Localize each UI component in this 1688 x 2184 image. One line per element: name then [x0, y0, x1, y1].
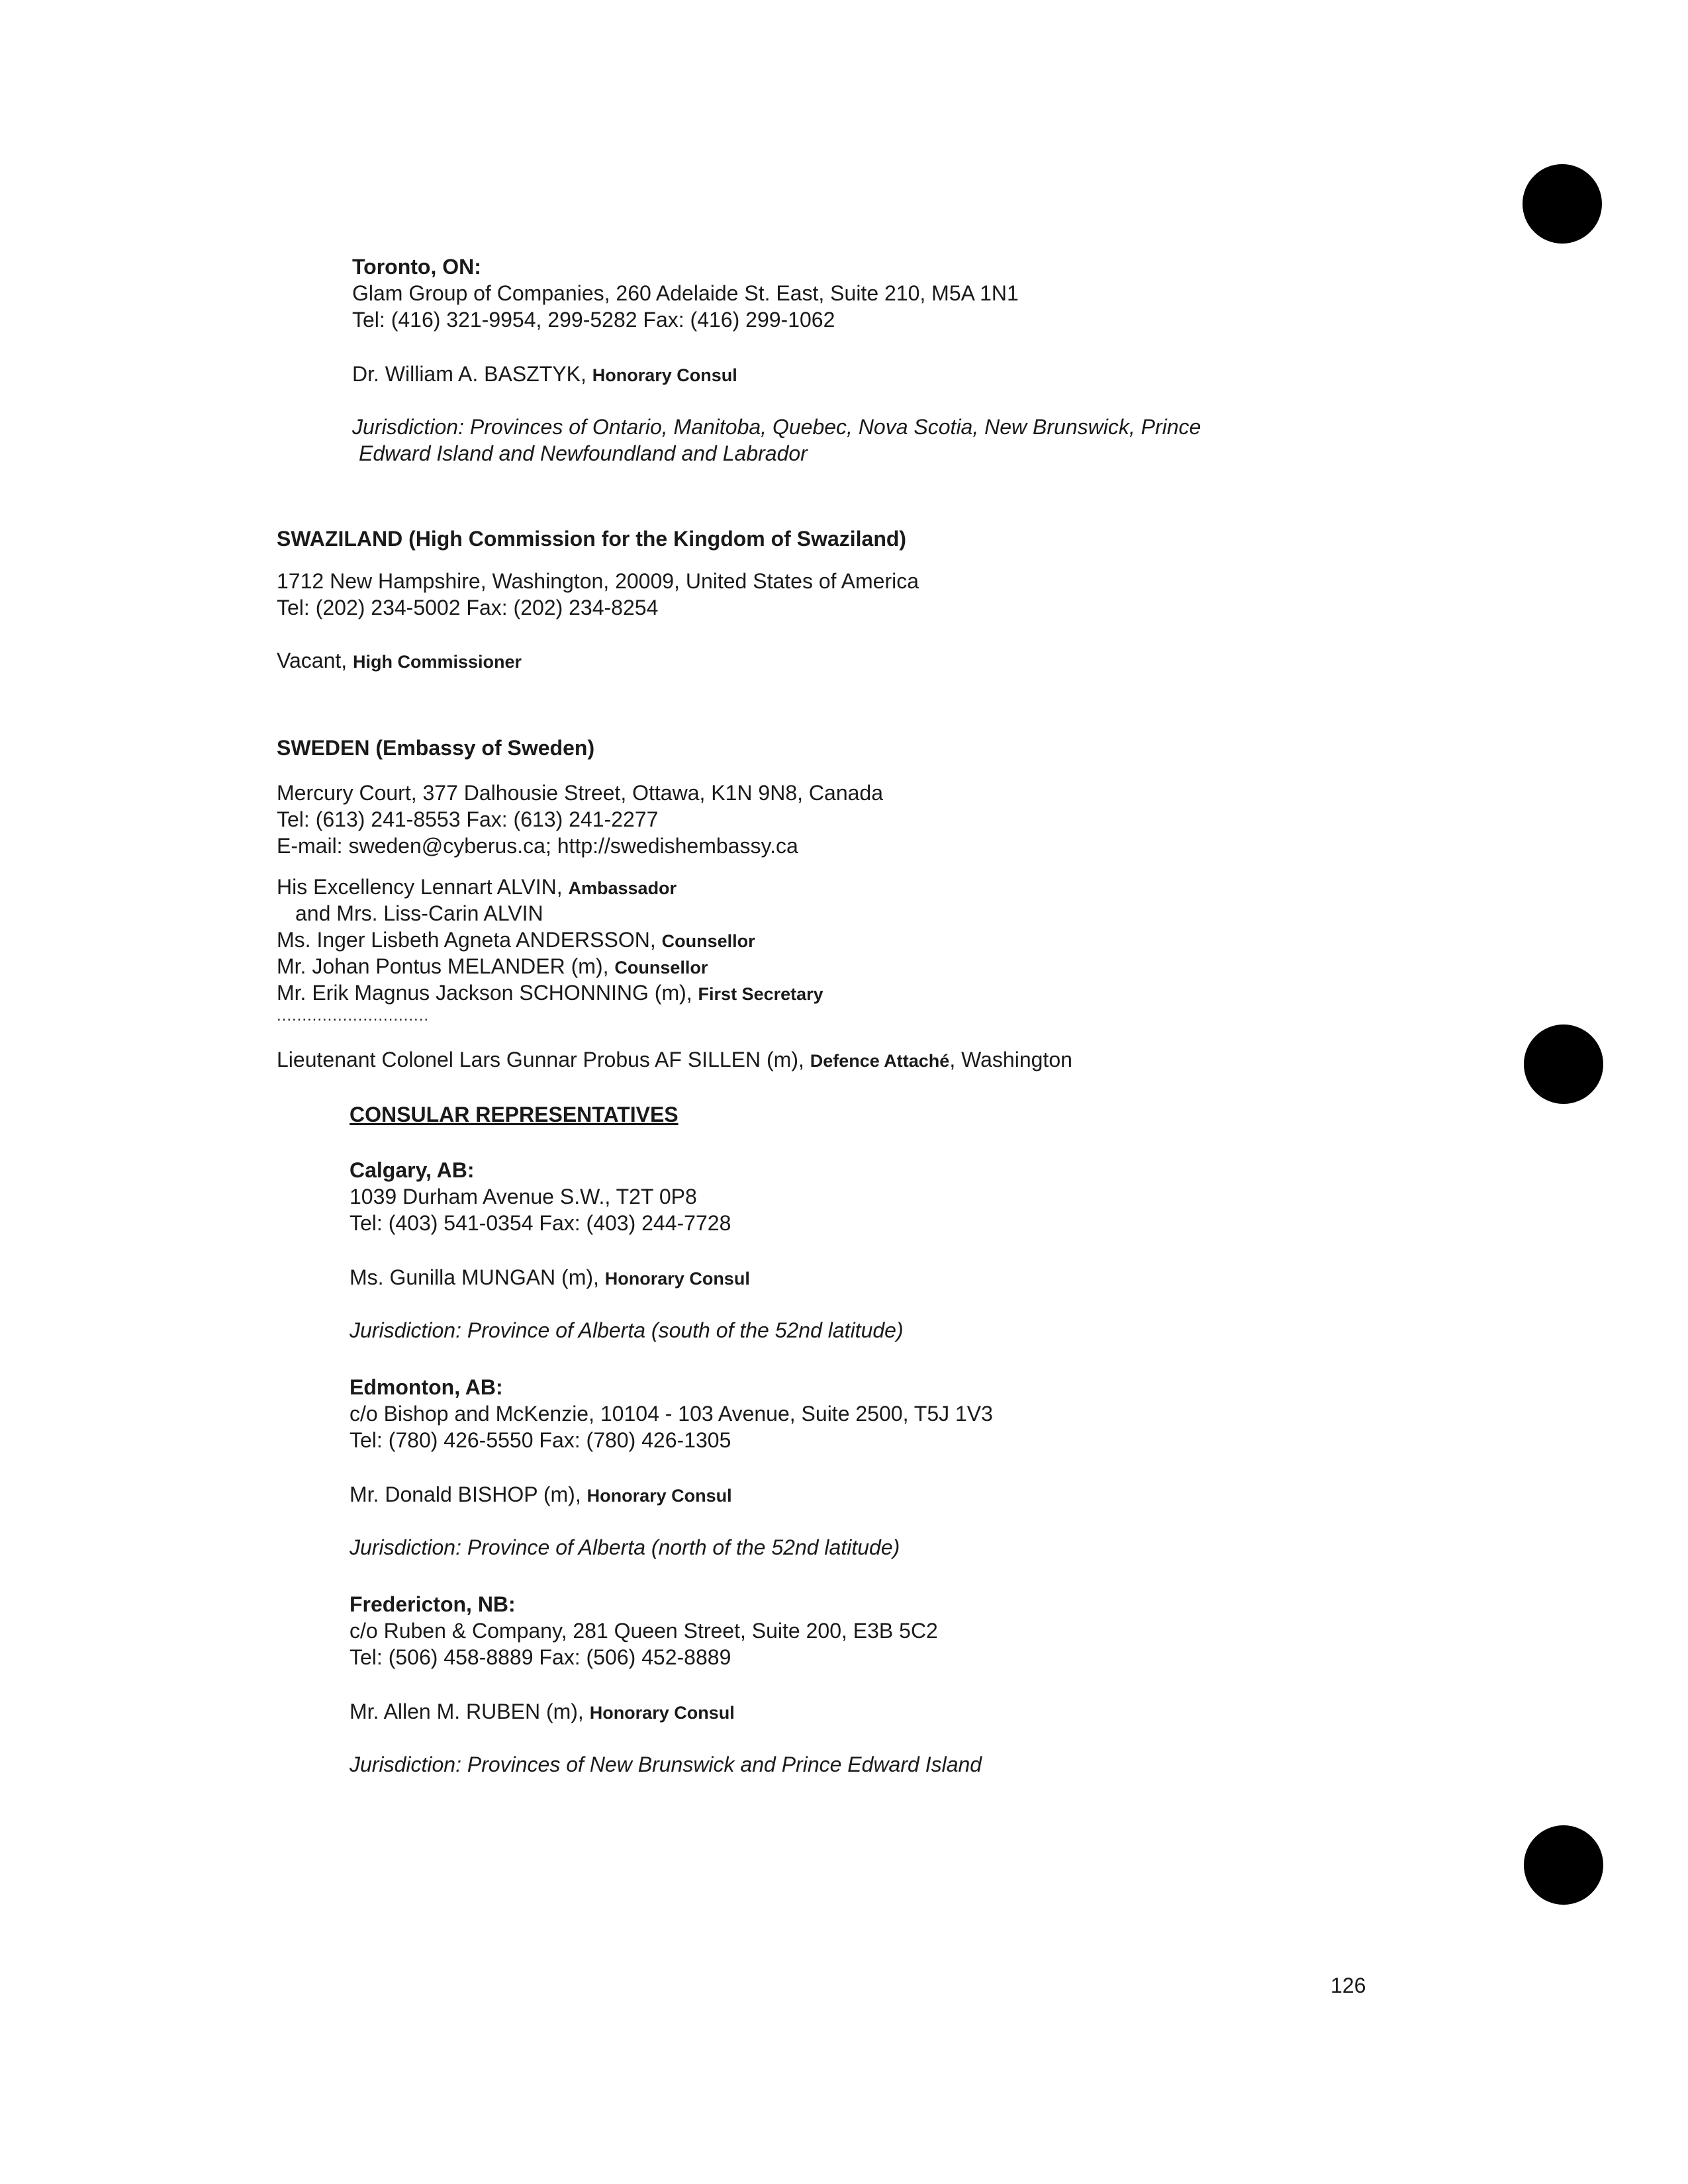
person-name: Mr. Allen M. RUBEN (m), [350, 1700, 590, 1723]
punch-hole-top [1523, 164, 1602, 244]
tel-line: Tel: (403) 541-0354 Fax: (403) 244-7728 [350, 1211, 731, 1235]
toronto-jurisdiction [352, 414, 1201, 467]
punch-hole-middle [1524, 1024, 1603, 1104]
staff-title: Ambassador [568, 878, 677, 898]
sweden-contact [277, 780, 883, 859]
tel-line: Tel: (506) 458-8889 Fax: (506) 452-8889 [350, 1645, 731, 1669]
staff-row [277, 874, 823, 900]
email-line: E-mail: sweden@cyberus.ca; http://swedishembassy.ca [277, 834, 798, 858]
staff-row [277, 927, 823, 953]
address-line: Mercury Court, 377 Dalhousie Street, Ottawa, K1N 9N8, Canada [277, 781, 883, 805]
person-title: Honorary Consul [589, 1703, 735, 1723]
fredericton-section [350, 1591, 938, 1670]
defence-title: Defence Attaché [810, 1051, 950, 1071]
city-heading: Calgary, AB: [350, 1158, 475, 1182]
swaziland-heading: SWAZILAND (High Commission for the Kingdom of Swaziland) [277, 527, 907, 551]
tel-line: Tel: (416) 321-9954, 299-5282 Fax: (416) 299-1062 [352, 308, 835, 332]
staff-row [277, 979, 823, 1006]
address-line: c/o Ruben & Company, 281 Queen Street, Suite 200, E3B 5C2 [350, 1619, 938, 1643]
defence-name: Lieutenant Colonel Lars Gunnar Probus AF SILLEN (m), [277, 1048, 810, 1071]
person-name: Vacant, [277, 649, 353, 672]
sweden-staff-list [277, 874, 823, 1026]
staff-name: Ms. Inger Lisbeth Agneta ANDERSSON, [277, 928, 662, 952]
person-name: Ms. Gunilla MUNGAN (m), [350, 1265, 605, 1289]
person-name: Dr. William A. BASZTYK, [352, 362, 592, 386]
punch-hole-bottom [1524, 1825, 1603, 1905]
tel-line: Tel: (202) 234-5002 Fax: (202) 234-8254 [277, 596, 659, 619]
fredericton-person [350, 1698, 735, 1726]
staff-name: Mr. Erik Magnus Jackson SCHONNING (m), [277, 981, 698, 1005]
consular-heading: CONSULAR REPRESENTATIVES [350, 1103, 679, 1126]
staff-title: Counsellor [614, 958, 708, 978]
calgary-person [350, 1264, 750, 1292]
staff-name: His Excellency Lennart ALVIN, [277, 875, 569, 899]
edmonton-jurisdiction: Jurisdiction: Province of Alberta (north of the 52nd latitude) [350, 1535, 900, 1559]
fredericton-jurisdiction: Jurisdiction: Provinces of New Brunswick and Prince Edward Island [350, 1752, 982, 1776]
staff-name: Mr. Johan Pontus MELANDER (m), [277, 954, 615, 978]
page-number: 126 [1331, 1974, 1366, 1997]
edmonton-person [350, 1481, 732, 1509]
staff-row [277, 900, 823, 927]
calgary-jurisdiction: Jurisdiction: Province of Alberta (south of the 52nd latitude) [350, 1318, 904, 1342]
defence-attache-row [277, 1046, 1072, 1074]
city-heading: Edmonton, AB: [350, 1375, 503, 1399]
person-name: Mr. Donald BISHOP (m), [350, 1482, 587, 1506]
sweden-heading: SWEDEN (Embassy of Sweden) [277, 736, 595, 760]
address-line: 1039 Durham Avenue S.W., T2T 0P8 [350, 1185, 697, 1208]
person-title: Honorary Consul [592, 365, 737, 385]
staff-row [277, 953, 823, 979]
person-title: Honorary Consul [586, 1486, 732, 1506]
defence-suffix: , Washington [949, 1048, 1072, 1071]
address-line: 1712 New Hampshire, Washington, 20009, United States of America [277, 569, 919, 593]
tel-line: Tel: (613) 241-8553 Fax: (613) 241-2277 [277, 807, 659, 831]
staff-title: First Secretary [698, 984, 823, 1004]
toronto-section [352, 253, 1019, 333]
person-title: Honorary Consul [604, 1269, 750, 1289]
city-heading: Toronto, ON: [352, 255, 481, 279]
toronto-person [352, 361, 737, 388]
edmonton-section [350, 1374, 993, 1453]
tel-line: Tel: (780) 426-5550 Fax: (780) 426-1305 [350, 1428, 731, 1452]
separator-dots: .............................. [277, 1007, 430, 1024]
person-title: High Commissioner [353, 652, 522, 672]
staff-title: Counsellor [661, 931, 755, 951]
swaziland-contact [277, 568, 919, 621]
jurisdiction-line-1: Jurisdiction: Provinces of Ontario, Manitoba, Quebec, Nova Scotia, New Brunswick, Prince [352, 415, 1201, 439]
address-line: Glam Group of Companies, 260 Adelaide St. East, Suite 210, M5A 1N1 [352, 281, 1019, 305]
calgary-section [350, 1157, 731, 1236]
swaziland-person [277, 647, 522, 675]
staff-name: and Mrs. Liss-Carin ALVIN [295, 901, 543, 925]
address-line: c/o Bishop and McKenzie, 10104 - 103 Avenue, Suite 2500, T5J 1V3 [350, 1402, 993, 1426]
city-heading: Fredericton, NB: [350, 1592, 516, 1616]
jurisdiction-line-2: Edward Island and Newfoundland and Labrador [359, 441, 808, 465]
